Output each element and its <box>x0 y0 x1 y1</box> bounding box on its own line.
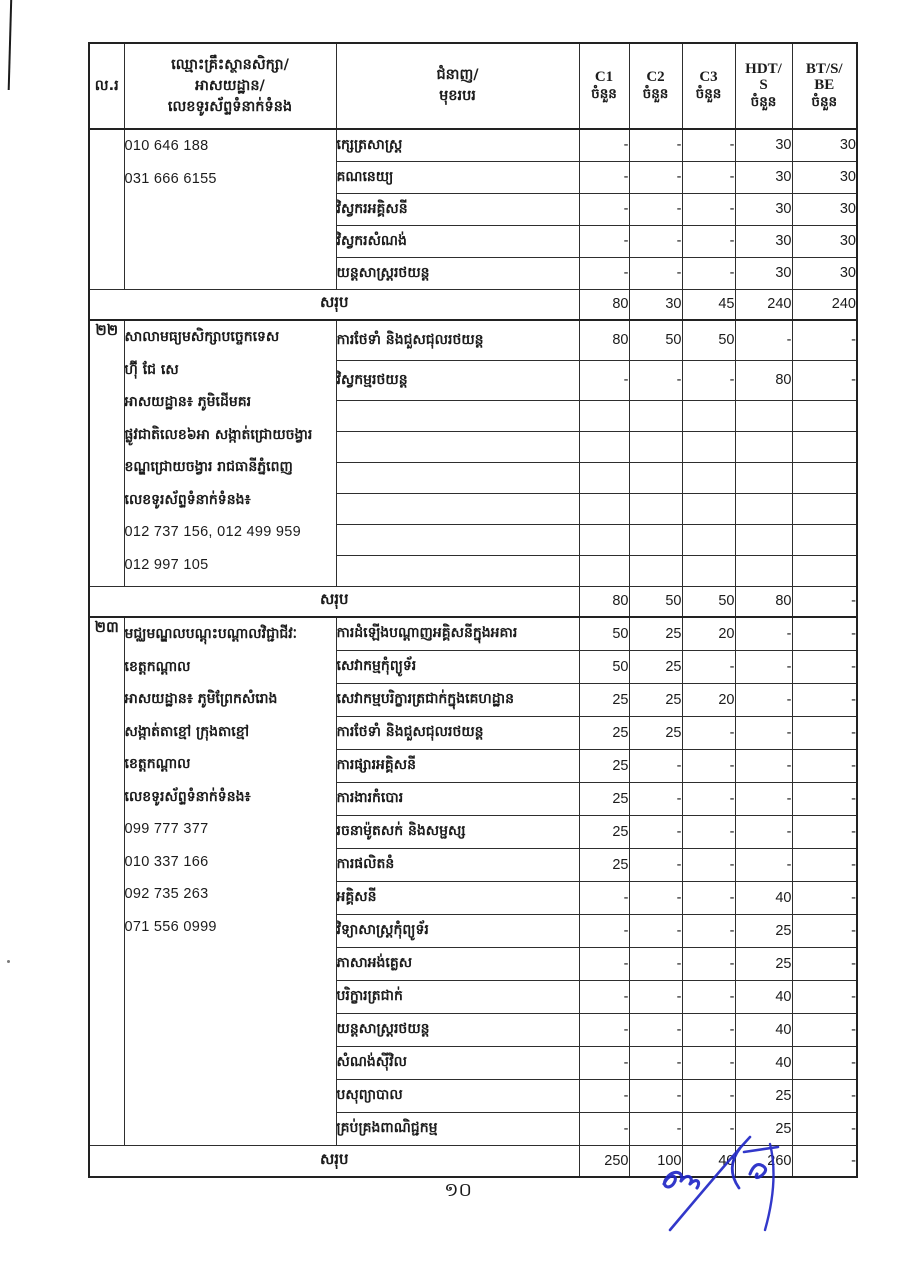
value-cell: 25 <box>629 617 682 650</box>
page-number: ១០ <box>444 1179 472 1201</box>
value-cell: - <box>629 129 682 161</box>
value-cell: - <box>629 193 682 225</box>
value-cell <box>682 400 735 431</box>
institution-text-line: ខេត្តកណ្តាល <box>124 658 191 675</box>
skill-cell: សេវាកម្មបរិក្ខារត្រជាក់ក្នុងគេហដ្ឋាន <box>336 683 579 716</box>
value-cell: - <box>629 782 682 815</box>
institution-phone-line: 012 997 105 <box>124 556 209 573</box>
value-cell: - <box>792 947 857 980</box>
header-value-code-line: C2 <box>646 69 665 85</box>
value-cell: - <box>629 1013 682 1046</box>
header-value-code-line: C1 <box>594 69 614 85</box>
table-body <box>89 129 857 1177</box>
institution-phone-line: 010 646 188 <box>124 138 209 154</box>
skill-cell: គ្រប់គ្រងពាណិជ្ជកម្ម <box>336 1112 579 1145</box>
sum-value-cell: 250 <box>579 1145 629 1177</box>
skill-cell <box>336 400 579 431</box>
skill-cell: វិស្វករអគ្គិសនី <box>336 193 579 225</box>
skill-cell: ក្សេត្រសាស្ត្រ <box>336 129 579 161</box>
header-skill-line: ជំនាញ/ <box>436 67 479 83</box>
value-cell: 25 <box>735 914 792 947</box>
value-cell: - <box>792 815 857 848</box>
value-cell: - <box>682 1112 735 1145</box>
skill-cell: ការថែទាំ និងជួសជុលរថយន្ត <box>336 320 579 360</box>
value-cell <box>792 493 857 524</box>
value-cell: - <box>735 320 792 360</box>
value-cell <box>735 493 792 524</box>
value-cell: - <box>792 320 857 360</box>
skill-cell: បរិក្ខារត្រជាក់ <box>336 980 579 1013</box>
value-cell: - <box>579 225 629 257</box>
value-cell <box>629 493 682 524</box>
value-cell: - <box>629 815 682 848</box>
institution-phone-line: 071 556 0999 <box>124 918 217 935</box>
header-value-code-line: BE <box>814 77 835 93</box>
value-cell: - <box>735 650 792 683</box>
sum-label: សរុប <box>89 1145 579 1177</box>
sum-value-cell: 100 <box>629 1145 682 1177</box>
value-cell: - <box>682 947 735 980</box>
institution-phone-line: 031 666 6155 <box>124 170 217 187</box>
value-cell: - <box>682 1079 735 1112</box>
skill-cell: ការថែទាំ និងជួសជុលរថយន្ត <box>336 716 579 749</box>
value-cell <box>792 462 857 493</box>
value-cell: - <box>682 161 735 193</box>
institution-info-cell <box>124 320 336 586</box>
value-cell: - <box>579 914 629 947</box>
value-cell <box>735 462 792 493</box>
value-cell: 40 <box>735 1046 792 1079</box>
value-cell: - <box>579 1079 629 1112</box>
skill-cell: សំណង់ស៊ីវិល <box>336 1046 579 1079</box>
value-cell: 25 <box>629 716 682 749</box>
value-cell: 25 <box>579 749 629 782</box>
value-cell: - <box>629 749 682 782</box>
section-number: ២៣ <box>89 617 124 1145</box>
value-cell: 30 <box>735 129 792 161</box>
value-cell <box>682 493 735 524</box>
value-cell: 25 <box>735 1112 792 1145</box>
value-cell: - <box>629 1079 682 1112</box>
header-cell-no: ល.រ <box>89 43 124 129</box>
sum-value-cell: 240 <box>792 289 857 320</box>
value-cell: 50 <box>579 650 629 683</box>
value-cell <box>792 431 857 462</box>
value-cell: - <box>629 1046 682 1079</box>
value-cell: 50 <box>579 617 629 650</box>
value-cell: - <box>579 161 629 193</box>
value-cell: 30 <box>792 193 857 225</box>
scan-speck-artifact <box>7 960 10 963</box>
table-row <box>89 617 857 650</box>
value-cell: - <box>792 749 857 782</box>
institution-phone-line: 092 735 263 <box>124 886 209 902</box>
value-cell: - <box>579 129 629 161</box>
header-cell-name <box>124 43 336 129</box>
value-cell: - <box>682 782 735 815</box>
value-cell: 25 <box>579 683 629 716</box>
value-cell: - <box>735 782 792 815</box>
table-header <box>89 43 857 129</box>
value-cell: - <box>682 360 735 400</box>
header-cell-value-c2 <box>629 43 682 129</box>
value-cell: - <box>792 914 857 947</box>
value-cell: - <box>792 716 857 749</box>
skill-cell: វិស្វកម្មរថយន្ត <box>336 360 579 400</box>
sum-label: សរុប <box>89 586 579 617</box>
institution-phone-line: 099 777 377 <box>124 821 209 837</box>
value-cell: - <box>629 947 682 980</box>
header-cell-value-btsbe <box>792 43 857 129</box>
value-cell: 50 <box>682 320 735 360</box>
value-cell: - <box>792 650 857 683</box>
header-value-code-line: HDT/ <box>745 61 782 77</box>
institution-text-line: អាសយដ្ឋាន៖ ភូមិដើមគរ <box>124 394 252 410</box>
value-cell: 25 <box>735 1079 792 1112</box>
sum-value-cell: - <box>792 586 857 617</box>
sum-value-cell: 80 <box>735 586 792 617</box>
value-cell: 25 <box>629 650 682 683</box>
skill-cell: វិស្វករសំណង់ <box>336 225 579 257</box>
value-cell: - <box>579 881 629 914</box>
skill-cell: យន្តសាស្ត្ររថយន្ត <box>336 257 579 289</box>
skill-cell: សេវាកម្មកុំព្យូទ័រ <box>336 650 579 683</box>
table-row <box>89 129 857 161</box>
value-cell: 25 <box>579 848 629 881</box>
value-cell: - <box>629 161 682 193</box>
value-cell: 40 <box>735 980 792 1013</box>
sum-value-cell: 40 <box>682 1145 735 1177</box>
value-cell: - <box>629 225 682 257</box>
signature-stroke-descender <box>765 1144 774 1230</box>
value-cell: 40 <box>735 881 792 914</box>
value-cell: 50 <box>629 320 682 360</box>
header-cell-value-hdts <box>735 43 792 129</box>
value-cell: - <box>792 1112 857 1145</box>
value-cell: - <box>629 848 682 881</box>
value-cell: - <box>792 782 857 815</box>
value-cell: - <box>682 980 735 1013</box>
header-name-line: ឈ្មោះគ្រឹះស្ថានសិក្សា/ <box>171 56 289 73</box>
sum-row <box>89 586 857 617</box>
skill-cell <box>336 462 579 493</box>
value-cell: - <box>792 617 857 650</box>
value-cell: 80 <box>579 320 629 360</box>
value-cell: - <box>682 129 735 161</box>
table-row <box>89 320 857 360</box>
skill-cell: គណនេយ្យ <box>336 161 579 193</box>
institution-phone-line: 012 737 156, 012 499 959 <box>124 524 302 540</box>
sum-label: សរុប <box>89 289 579 320</box>
value-cell: - <box>792 1013 857 1046</box>
section-number: ២២ <box>89 320 124 586</box>
value-cell: - <box>579 1112 629 1145</box>
value-cell: - <box>735 683 792 716</box>
header-value-count-label: ចំនួន <box>591 86 617 102</box>
value-cell: - <box>629 1112 682 1145</box>
value-cell: - <box>682 193 735 225</box>
value-cell: - <box>682 1046 735 1079</box>
skill-cell: យន្តសាស្ត្ររថយន្ត <box>336 1013 579 1046</box>
institution-text-line: លេខទូរស័ព្ទទំនាក់ទំនង៖ <box>124 491 251 508</box>
signature-stroke-scribble <box>664 1172 699 1188</box>
skill-cell <box>336 431 579 462</box>
value-cell: - <box>579 947 629 980</box>
header-value-count-label: ចំនួន <box>642 86 669 102</box>
value-cell: - <box>579 980 629 1013</box>
skill-cell: វិទ្យាសាស្ត្រកុំព្យូទ័រ <box>336 914 579 947</box>
value-cell: 25 <box>579 716 629 749</box>
header-cell-value-c1 <box>579 43 629 129</box>
signature-ink <box>652 1134 797 1234</box>
value-cell <box>735 431 792 462</box>
value-cell: 30 <box>792 161 857 193</box>
skill-cell: ការដំឡើងបណ្តាញអគ្គិសនីក្នុងអគារ <box>336 617 579 650</box>
value-cell: 30 <box>735 161 792 193</box>
value-cell: 25 <box>735 947 792 980</box>
value-cell: 80 <box>735 360 792 400</box>
institution-text-line: អាសយដ្ឋាន៖ ភូមិព្រែកសំរោង <box>124 691 278 707</box>
institution-text-line: ខេត្តកណ្តាល <box>124 756 191 772</box>
value-cell <box>735 524 792 555</box>
value-cell: - <box>735 749 792 782</box>
skill-cell: ភាសាអង់គ្លេស <box>336 947 579 980</box>
value-cell: - <box>629 914 682 947</box>
value-cell <box>629 555 682 586</box>
value-cell: - <box>682 914 735 947</box>
sum-value-cell: 260 <box>735 1145 792 1177</box>
skill-cell: បសុព្យាបាល <box>336 1079 579 1112</box>
value-cell <box>579 431 629 462</box>
value-cell: - <box>579 360 629 400</box>
value-cell <box>579 462 629 493</box>
sum-value-cell: 80 <box>579 289 629 320</box>
value-cell: 30 <box>735 257 792 289</box>
value-cell: - <box>682 650 735 683</box>
value-cell <box>792 555 857 586</box>
value-cell: - <box>629 881 682 914</box>
value-cell: - <box>579 257 629 289</box>
value-cell: - <box>792 881 857 914</box>
skill-cell: ការផលិតនំ <box>336 848 579 881</box>
header-value-code-line: BT/S/ <box>805 61 843 77</box>
value-cell: 30 <box>735 193 792 225</box>
sum-row <box>89 289 857 320</box>
skill-cell: អគ្គិសនី <box>336 881 579 914</box>
header-name-line: អាសយដ្ឋាន/ <box>195 77 265 94</box>
value-cell: - <box>579 1046 629 1079</box>
sum-value-cell: 240 <box>735 289 792 320</box>
value-cell: 40 <box>735 1013 792 1046</box>
institutions-table <box>88 42 858 1178</box>
institution-info-cell <box>124 617 336 1145</box>
section-number <box>89 129 124 289</box>
value-cell <box>579 524 629 555</box>
value-cell <box>792 524 857 555</box>
header-value-count-label: ចំនួន <box>811 94 838 110</box>
institution-text-line: លេខទូរស័ព្ទទំនាក់ទំនង៖ <box>124 788 251 805</box>
value-cell: - <box>682 881 735 914</box>
sum-value-cell: - <box>792 1145 857 1177</box>
value-cell <box>579 400 629 431</box>
sum-value-cell: 50 <box>682 586 735 617</box>
value-cell <box>682 555 735 586</box>
institution-text-line: ខណ្ឌជ្រោយចង្វារ រាជធានីភ្នំពេញ <box>124 459 293 475</box>
value-cell: - <box>682 848 735 881</box>
value-cell <box>579 493 629 524</box>
value-cell <box>629 524 682 555</box>
institution-text-line: សាលាមធ្យមសិក្សាបច្ចេកទេស <box>124 329 280 345</box>
header-name-line: លេខទូរស័ព្ទទំនាក់ទំនង <box>167 98 293 115</box>
value-cell: - <box>682 749 735 782</box>
header-skill-line: មុខរបរ <box>439 88 476 104</box>
value-cell <box>735 555 792 586</box>
value-cell: - <box>792 1079 857 1112</box>
institution-text-line: សង្កាត់តាខ្មៅ ក្រុងតាខ្មៅ <box>124 723 250 740</box>
sum-value-cell: 45 <box>682 289 735 320</box>
scan-edge-artifact <box>8 0 13 90</box>
institution-text-line: មជ្ឈមណ្ឌលបណ្តុះបណ្តាលវិជ្ជាជីវៈ <box>124 626 298 642</box>
sum-value-cell: 50 <box>629 586 682 617</box>
value-cell: - <box>792 683 857 716</box>
skill-cell <box>336 524 579 555</box>
value-cell: - <box>682 716 735 749</box>
value-cell: 30 <box>792 225 857 257</box>
signature-stroke-letter <box>750 1165 766 1178</box>
value-cell <box>792 400 857 431</box>
header-value-code-line: C3 <box>699 69 718 85</box>
value-cell <box>629 400 682 431</box>
value-cell <box>629 431 682 462</box>
header-value-count-label: ចំនួន <box>695 86 722 102</box>
header-value-count-label: ចំនួន <box>750 94 777 110</box>
value-cell: 25 <box>579 782 629 815</box>
institution-text-line: ហ៊ុី ជែ សេ <box>124 361 179 378</box>
signature-stroke-bar <box>744 1147 778 1152</box>
sum-value-cell: 30 <box>629 289 682 320</box>
value-cell <box>682 524 735 555</box>
header-cell-skill <box>336 43 579 129</box>
value-cell: - <box>792 360 857 400</box>
skill-cell <box>336 493 579 524</box>
value-cell: 30 <box>735 225 792 257</box>
value-cell: - <box>792 848 857 881</box>
value-cell <box>682 431 735 462</box>
value-cell <box>682 462 735 493</box>
value-cell: - <box>682 225 735 257</box>
value-cell: - <box>629 360 682 400</box>
value-cell: - <box>735 617 792 650</box>
value-cell: 30 <box>792 129 857 161</box>
institution-phone-line: 010 337 166 <box>124 853 209 870</box>
value-cell <box>735 400 792 431</box>
skill-cell <box>336 555 579 586</box>
value-cell <box>629 462 682 493</box>
value-cell: 20 <box>682 617 735 650</box>
value-cell: 30 <box>792 257 857 289</box>
value-cell: - <box>682 1013 735 1046</box>
value-cell: - <box>629 257 682 289</box>
skill-cell: ការងារកំបោរ <box>336 782 579 815</box>
value-cell: - <box>682 815 735 848</box>
skill-cell: រចនាម៉ូតសក់ និងសម្ផស្ស <box>336 815 579 848</box>
sum-value-cell: 80 <box>579 586 629 617</box>
value-cell: - <box>792 1046 857 1079</box>
skill-cell: ការផ្សារអគ្គិសនី <box>336 749 579 782</box>
value-cell: - <box>629 980 682 1013</box>
value-cell: - <box>735 716 792 749</box>
value-cell <box>579 555 629 586</box>
value-cell: 25 <box>579 815 629 848</box>
value-cell: - <box>579 193 629 225</box>
value-cell: - <box>579 1013 629 1046</box>
value-cell: 25 <box>629 683 682 716</box>
header-value-code-line: S <box>759 77 768 93</box>
value-cell: - <box>682 257 735 289</box>
value-cell: - <box>735 815 792 848</box>
header-cell-value-c3 <box>682 43 735 129</box>
value-cell: 20 <box>682 683 735 716</box>
value-cell: - <box>792 980 857 1013</box>
institution-text-line: ផ្លូវជាតិលេខ៦អា សង្កាត់ជ្រោយចង្វារ <box>124 426 313 443</box>
value-cell: - <box>735 848 792 881</box>
institution-info-cell <box>124 129 336 289</box>
